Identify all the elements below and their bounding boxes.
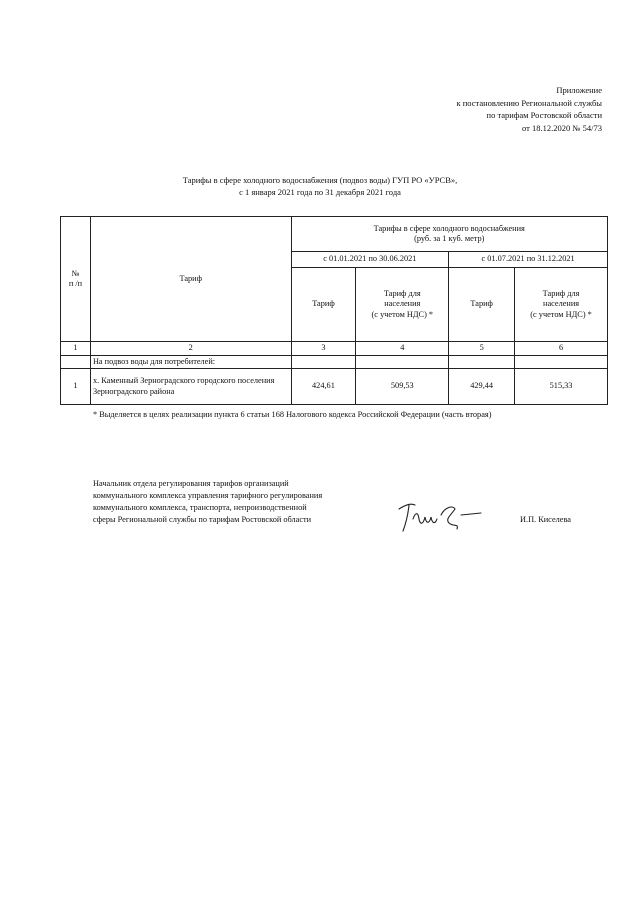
header-number: № п /п (61, 217, 91, 342)
position-line: коммунального комплекса управления тарифного регулирования (93, 491, 323, 500)
appendix-block (456, 84, 602, 134)
header-col-tariff: Тариф (291, 268, 356, 342)
header-tariff-name: Тариф (90, 217, 291, 342)
header-col-tariff-population: Тариф для населения (с учетом НДС) * (356, 268, 449, 342)
column-number: 6 (515, 342, 608, 356)
signer-name: И.П. Киселева (520, 515, 571, 524)
table-row (61, 369, 608, 405)
appendix-line: по тарифам Ростовской области (486, 110, 602, 120)
section-cell (356, 355, 449, 369)
row-tariff-population-period-2: 515,33 (515, 369, 608, 405)
header-tariff-group (291, 217, 607, 252)
footnote: * Выделяется в целях реализации пункта 6 статьи 168 Налогового кодекса Российской Федерации (часть вторая) (93, 410, 492, 419)
document-title (0, 174, 640, 198)
row-number: 1 (61, 369, 91, 405)
position-line: коммунального комплекса, транспорта, непроизводственной (93, 503, 307, 512)
row-settlement-name: х. Каменный Зерноградского городского поселения Зерноградского района (90, 369, 291, 405)
column-number: 2 (90, 342, 291, 356)
header-group-line-1: Тарифы в сфере холодного водоснабжения (373, 223, 525, 233)
column-number: 1 (61, 342, 91, 356)
row-tariff-period-1: 424,61 (291, 369, 356, 405)
appendix-line: Приложение (556, 85, 602, 95)
handwritten-signature (395, 493, 485, 535)
header-period-2: с 01.07.2021 по 31.12.2021 (449, 252, 608, 268)
appendix-line: к постановлению Региональной службы (456, 97, 602, 108)
appendix-line: от 18.12.2020 № 54/73 (522, 122, 602, 133)
header-period-1: с 01.01.2021 по 30.06.2021 (291, 252, 449, 268)
header-group-line-2: (руб. за 1 куб. метр) (414, 234, 485, 243)
header-col-tariff: Тариф (449, 268, 515, 342)
section-cell (515, 355, 608, 369)
header-col-tariff-population: Тариф для населения (с учетом НДС) * (515, 268, 608, 342)
section-label: На подвоз воды для потребителей: (90, 355, 291, 369)
section-cell (449, 355, 515, 369)
title-line-2: с 1 января 2021 года по 31 декабря 2021 года (239, 187, 401, 197)
section-cell (61, 355, 91, 369)
column-number: 3 (291, 342, 356, 356)
row-tariff-population-period-1: 509,53 (356, 369, 449, 405)
row-tariff-period-2: 429,44 (449, 369, 515, 405)
column-number: 4 (356, 342, 449, 356)
tariff-table (60, 216, 608, 405)
section-cell (291, 355, 356, 369)
position-line: сферы Региональной службы по тарифам Ростовской области (93, 515, 312, 524)
position-line: Начальник отдела регулирования тарифов организаций (93, 479, 289, 488)
column-number: 5 (449, 342, 515, 356)
title-line-1: Тарифы в сфере холодного водоснабжения (подвоз воды) ГУП РО «УРСВ», (182, 175, 458, 185)
signatory-position (93, 478, 322, 526)
